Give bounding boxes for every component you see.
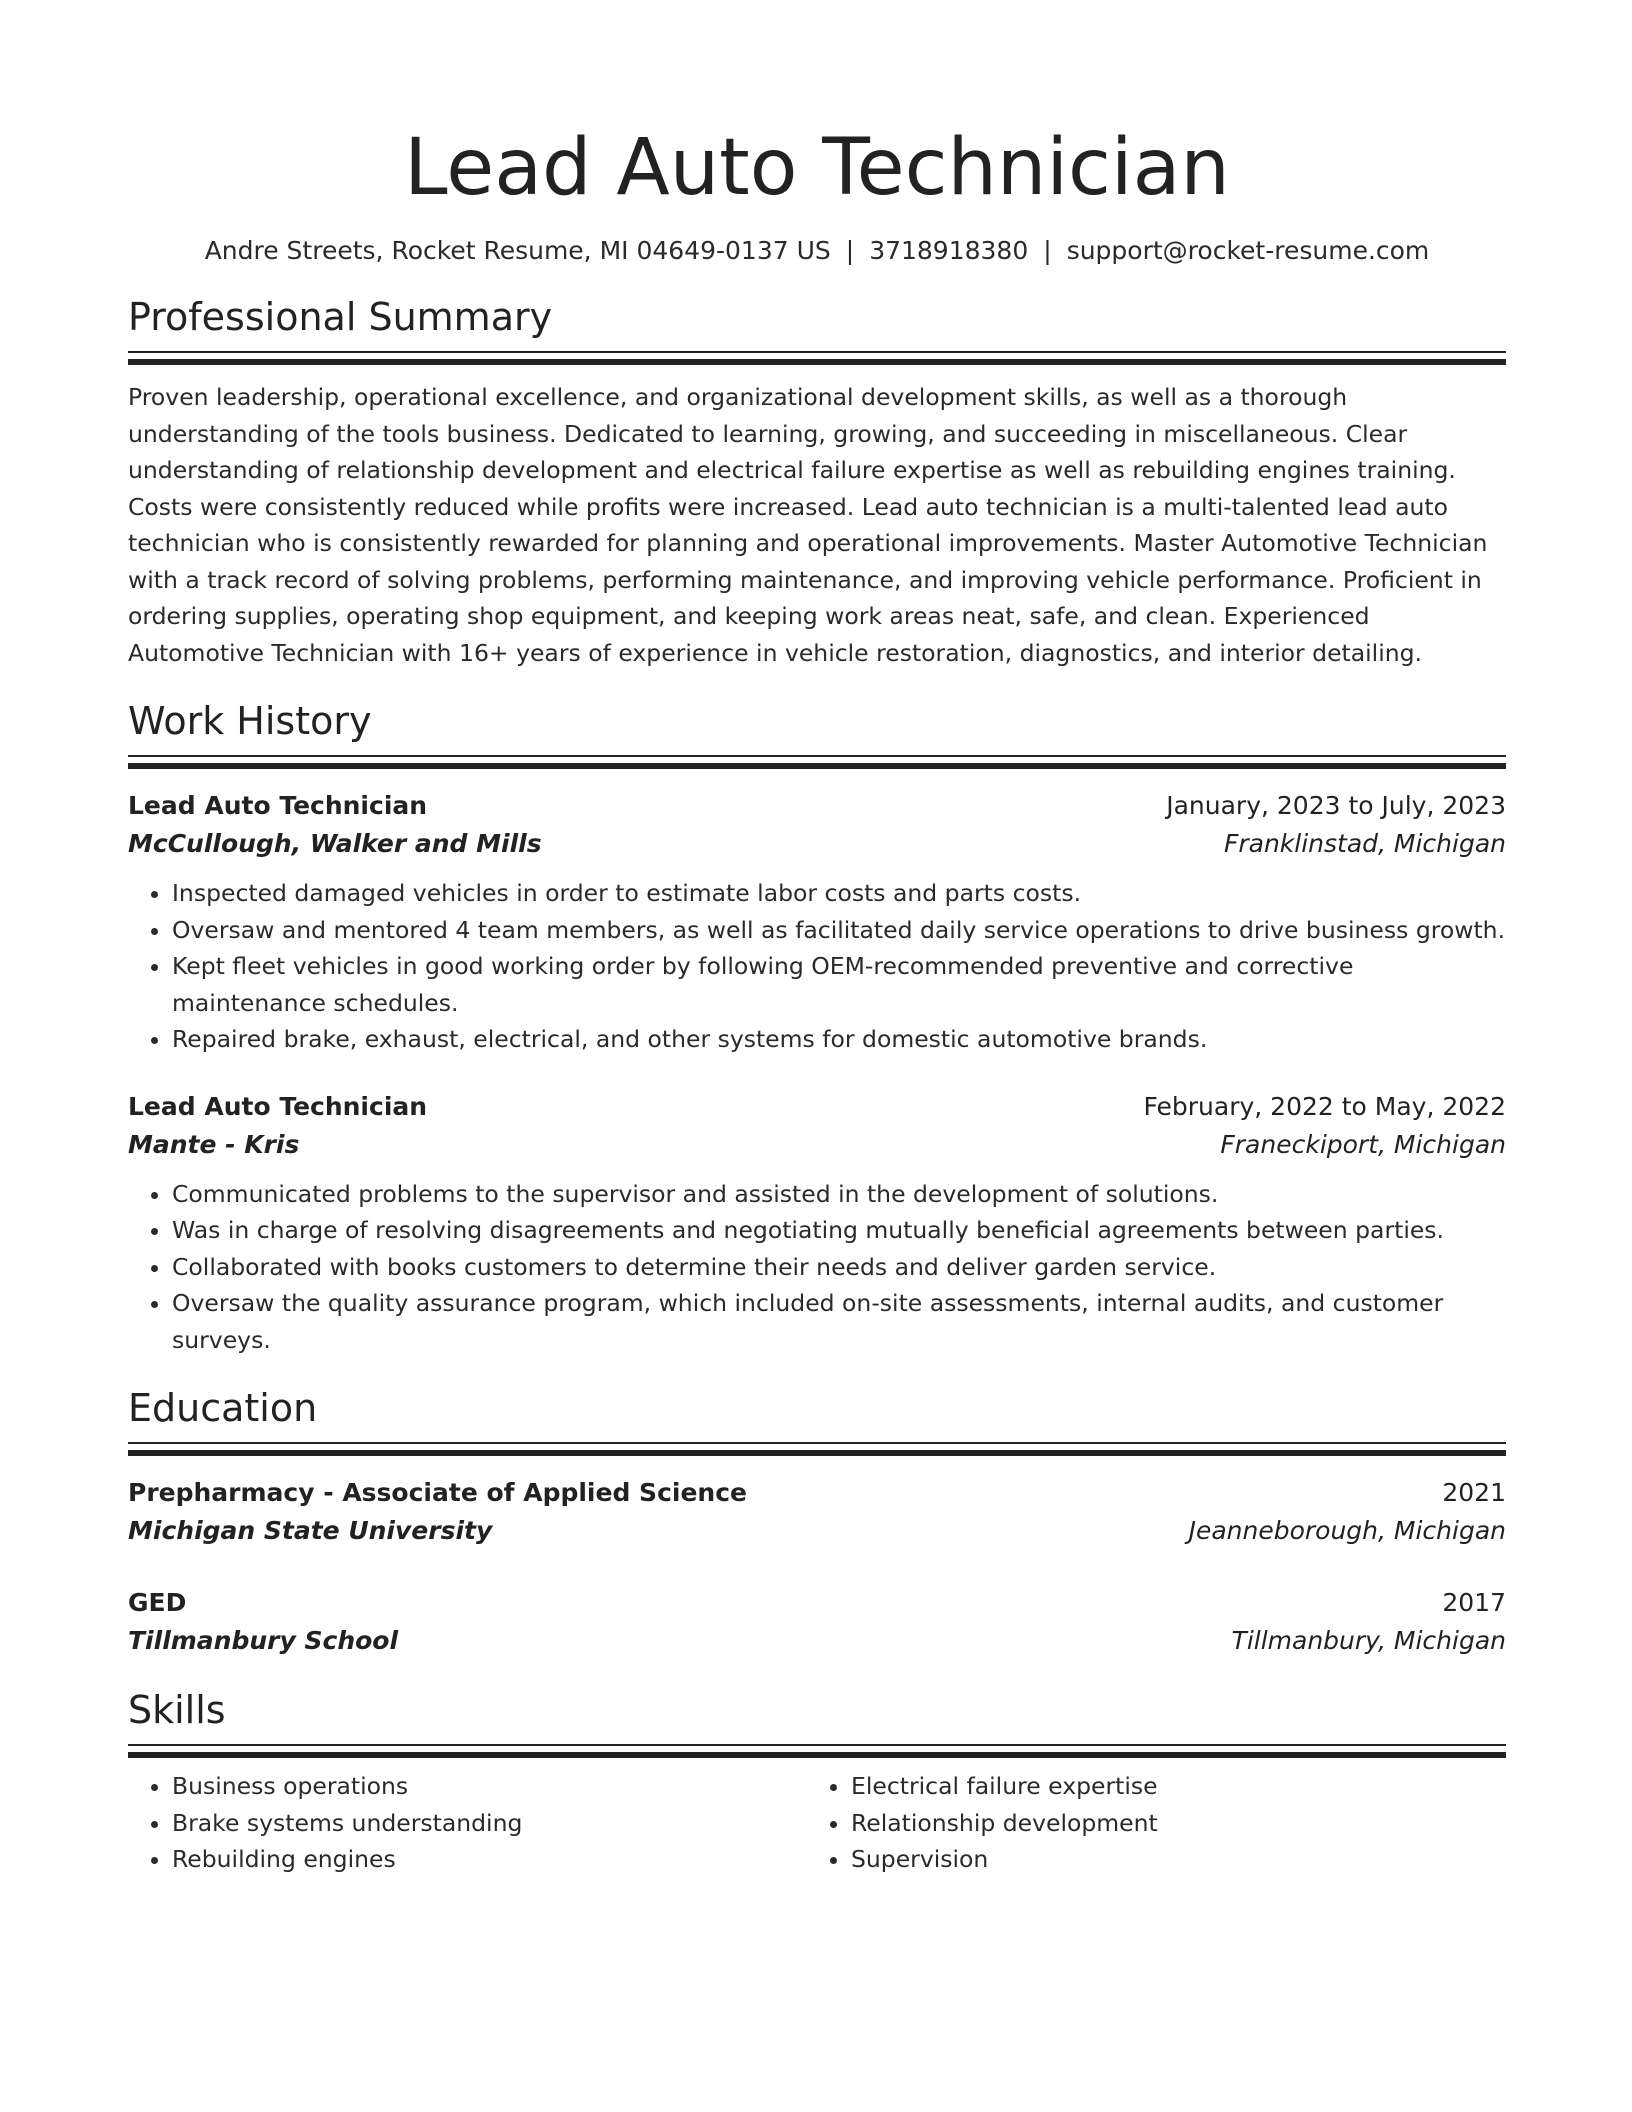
job-bullet: • Oversaw and mentored 4 team members, as well as facilitated daily service operations to drive business growth. <box>172 912 1506 949</box>
job-location: Franklinstad, Michigan <box>1223 829 1506 858</box>
job-entry <box>128 1088 1506 1359</box>
skill-item: • Relationship development <box>851 1805 1486 1842</box>
section-divider <box>128 351 1506 353</box>
contact-separator: | <box>845 236 855 265</box>
education-header-row <box>128 1584 1506 1622</box>
job-employer: McCullough, Walker and Mills <box>128 829 542 858</box>
job-employer-row <box>128 825 1506 863</box>
contact-separator: | <box>1043 236 1052 265</box>
resume-name-heading: Lead Auto Technician <box>404 123 1230 213</box>
section-title-education: Education <box>128 1386 318 1430</box>
section-divider <box>128 755 1506 757</box>
job-bullets <box>128 1176 1506 1359</box>
job-bullet: • Was in charge of resolving disagreements and negotiating mutually beneficial agreements between parties. <box>172 1212 1506 1249</box>
section-divider-thick <box>128 1752 1506 1758</box>
education-entry <box>128 1474 1506 1550</box>
skill-item: • Rebuilding engines <box>172 1841 807 1878</box>
education-year: 2021 <box>1442 1478 1506 1507</box>
skill-item: • Electrical failure expertise <box>851 1768 1486 1805</box>
skill-item: • Business operations <box>172 1768 807 1805</box>
job-location: Franeckiport, Michigan <box>1220 1129 1506 1159</box>
address-text: Andre Streets, Rocket Resume, MI 04649-0137 US <box>204 236 831 265</box>
job-header-row <box>128 787 1506 825</box>
resume-page <box>128 0 1506 1878</box>
section-divider-thick <box>128 763 1506 769</box>
contact-line <box>128 234 1506 268</box>
skills-section <box>128 1686 1506 1878</box>
education-school-row <box>128 1512 1506 1550</box>
job-employer: Mante - Kris <box>128 1129 300 1159</box>
job-bullet: • Oversaw the quality assurance program, which included on-site assessments, internal audits, and customer surveys. <box>172 1285 1506 1358</box>
education-section <box>128 1384 1506 1660</box>
education-year: 2017 <box>1442 1588 1506 1617</box>
education-degree: GED <box>128 1588 187 1617</box>
job-bullet: • Kept fleet vehicles in good working order by following OEM-recommended preventive and corrective maintenance schedules. <box>172 948 1506 1021</box>
job-dates: February, 2022 to May, 2022 <box>1143 1091 1506 1121</box>
job-entry <box>128 787 1506 1058</box>
skills-list-left <box>128 1768 807 1878</box>
job-employer-row <box>128 1126 1506 1164</box>
job-header-row <box>128 1088 1506 1126</box>
section-divider <box>128 1744 1506 1746</box>
email-link[interactable]: support@rocket-resume.com <box>1066 236 1430 265</box>
skill-item: • Supervision <box>851 1841 1486 1878</box>
job-bullet: • Communicated problems to the supervisor and assisted in the development of solutions. <box>172 1176 1506 1213</box>
education-location: Tillmanbury, Michigan <box>1231 1626 1506 1655</box>
skills-list-right <box>807 1768 1486 1878</box>
phone-text: 3718918380 <box>869 236 1029 265</box>
education-degree: Prepharmacy - Associate of Applied Science <box>128 1478 747 1507</box>
section-divider-thick <box>128 359 1506 365</box>
section-divider-thick <box>128 1450 1506 1456</box>
summary-text: Proven leadership, operational excellence, and organizational development skills, as well as a thorough understanding of the tools business. Dedicated to learning, growing, and succeeding in miscellaneous. Clear understanding of relationship development and electrical failure expertise as well as rebuilding engines training. Costs were consistently reduced while profits were increased. Lead auto technician is a multi-talented lead auto technician who is consistently rewarded for planning and operational improvements. Master Automotive Technician with a track record of solving problems, performing maintenance, and improving vehicle performance. Proficient in ordering supplies, operating shop equipment, and keeping work areas neat, safe, and clean. Experienced Automotive Technician with 16+ years of experience in vehicle restoration, diagnostics, and interior detailing. <box>128 383 1488 667</box>
section-title-skills: Skills <box>128 1688 226 1732</box>
job-bullets <box>128 875 1506 1058</box>
summary-section <box>128 293 1506 671</box>
education-school: Michigan State University <box>128 1516 493 1545</box>
job-dates: January, 2023 to July, 2023 <box>1166 791 1506 820</box>
section-title-work-history: Work History <box>128 699 372 743</box>
education-location: Jeanneborough, Michigan <box>1188 1516 1506 1545</box>
work-history-section <box>128 697 1506 1358</box>
skill-item: • Brake systems understanding <box>172 1805 807 1842</box>
job-title: Lead Auto Technician <box>128 1091 428 1121</box>
job-bullet: • Collaborated with books customers to determine their needs and deliver garden service. <box>172 1249 1506 1286</box>
education-school-row <box>128 1622 1506 1660</box>
section-title-summary: Professional Summary <box>128 295 553 339</box>
education-school: Tillmanbury School <box>128 1626 399 1655</box>
education-entry <box>128 1584 1506 1660</box>
job-bullet: • Repaired brake, exhaust, electrical, and other systems for domestic automotive brands. <box>172 1021 1506 1058</box>
education-header-row <box>128 1474 1506 1512</box>
skills-columns <box>128 1768 1506 1878</box>
job-title: Lead Auto Technician <box>128 791 428 820</box>
section-divider <box>128 1442 1506 1444</box>
job-bullet: • Inspected damaged vehicles in order to estimate labor costs and parts costs. <box>172 875 1506 912</box>
